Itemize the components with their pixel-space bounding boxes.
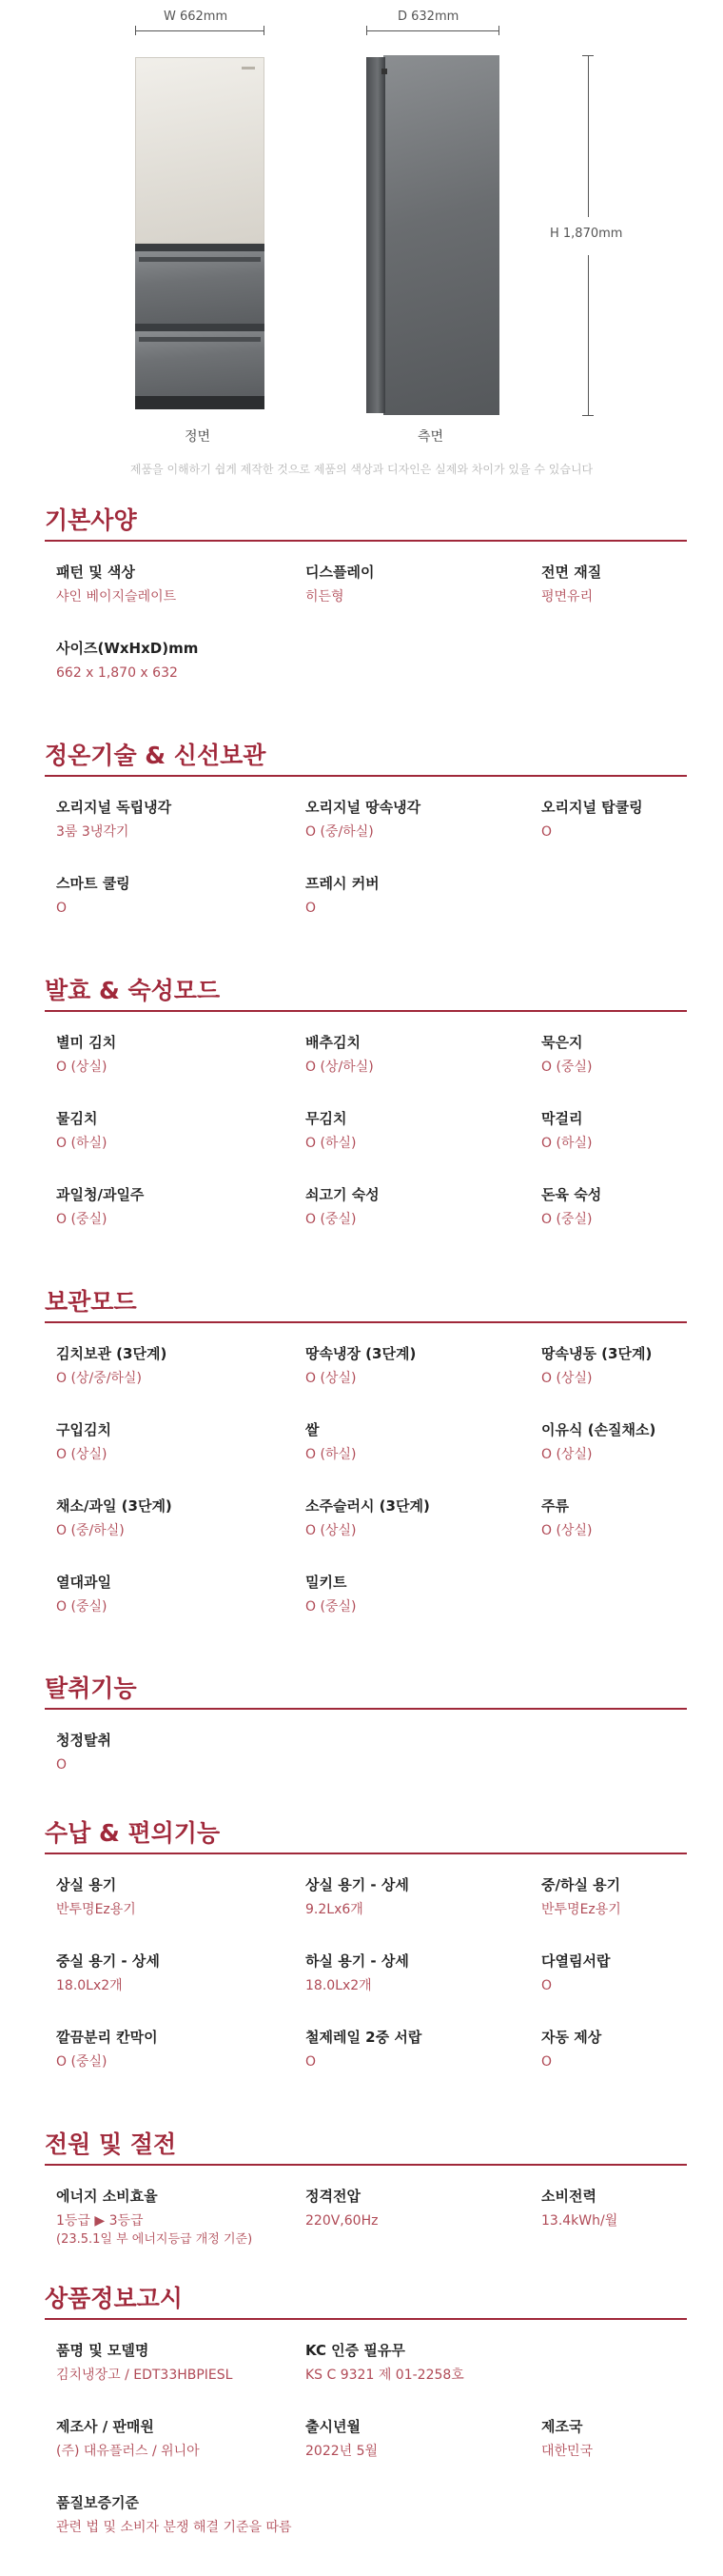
spec-item (305, 2187, 524, 2229)
spec-item (305, 1420, 524, 1463)
spec-item (541, 2187, 723, 2229)
spec-item (56, 2493, 456, 2536)
spec-label: 깔끔분리 칸막이 (56, 2029, 158, 2046)
spec-item (541, 798, 723, 841)
spec-label: 오리지널 독립냉각 (56, 799, 172, 816)
spec-item (305, 2028, 524, 2071)
spec-value: O (중실) (305, 1212, 357, 1227)
section-divider (45, 775, 687, 777)
spec-label: 주류 (541, 1497, 569, 1515)
depth-tick-right (498, 26, 499, 35)
spec-item (305, 1573, 524, 1615)
spec-item (541, 1952, 723, 1994)
spec-item (305, 1033, 524, 1076)
section-power-saving (45, 2126, 687, 2272)
spec-label: 별미 김치 (56, 1034, 117, 1051)
spec-value: O (하실) (305, 1136, 357, 1151)
spec-value: O (중/하실) (305, 824, 374, 840)
spec-label: 다열림서랍 (541, 1952, 611, 1970)
spec-label: KC 인증 필유무 (305, 2342, 405, 2359)
spec-value: 662 x 1,870 x 632 (56, 665, 178, 681)
spec-grid (45, 563, 687, 715)
spec-label: 패턴 및 색상 (56, 564, 135, 581)
spec-value: 히든형 (305, 589, 344, 604)
spec-item (541, 2417, 723, 2460)
spec-grid (45, 1033, 687, 1261)
spec-item (541, 563, 723, 605)
fridge-side-panel (383, 55, 499, 415)
spec-value: O (하실) (56, 1136, 107, 1151)
spec-item (56, 1875, 275, 1918)
spec-item (56, 2417, 303, 2460)
brand-logo-mark (242, 67, 255, 69)
spec-value: 9.2Lx6개 (305, 1902, 363, 1917)
height-tick-bottom (582, 415, 594, 416)
depth-dimension-line (366, 30, 499, 31)
spec-label: 중/하실 용기 (541, 1876, 621, 1893)
spec-item (305, 2341, 534, 2384)
fridge-side-hinge (381, 69, 387, 74)
spec-value: KS C 9321 제 01-2258호 (305, 2368, 464, 2383)
spec-label: 자동 제상 (541, 2029, 602, 2046)
section-title: 보관모드 (45, 1288, 137, 1316)
spec-item (56, 1573, 275, 1615)
width-dimension-line (135, 30, 264, 31)
spec-item (56, 639, 275, 682)
spec-label: 채소/과일 (3단계) (56, 1497, 172, 1515)
spec-value: 관련 법 및 소비자 분쟁 해결 기준을 따름 (56, 2520, 292, 2535)
spec-value: O (상실) (56, 1447, 107, 1462)
spec-item (305, 2417, 524, 2460)
fridge-side-door-edge (366, 57, 385, 413)
spec-value: O (541, 2054, 553, 2070)
spec-value: O (541, 1978, 553, 1993)
spec-item (541, 1185, 723, 1228)
spec-item (541, 2028, 723, 2071)
spec-label: 과일청/과일주 (56, 1186, 145, 1203)
depth-tick-left (366, 26, 367, 35)
spec-item (541, 1033, 723, 1076)
spec-item (56, 1109, 275, 1152)
spec-label: 품명 및 모델명 (56, 2342, 149, 2359)
height-dimension-line-lower (588, 255, 589, 415)
spec-item (56, 1185, 275, 1228)
spec-value: 220V,60Hz (305, 2213, 379, 2229)
spec-item (541, 1109, 723, 1152)
section-title: 탈취기능 (45, 1674, 137, 1702)
spec-value: O (중실) (305, 1599, 357, 1615)
section-title: 수납 & 편의기능 (45, 1819, 221, 1847)
section-storage-mode (45, 1283, 687, 1649)
section-divider (45, 1853, 687, 1854)
spec-label: 품질보증기준 (56, 2494, 139, 2511)
spec-value: O (중실) (541, 1212, 593, 1227)
spec-value: O (상실) (541, 1523, 593, 1538)
spec-value: O (상실) (541, 1371, 593, 1386)
spec-item (56, 1731, 275, 1773)
spec-label: 상실 용기 - 상세 (305, 1876, 409, 1893)
spec-label: 상실 용기 (56, 1876, 117, 1893)
spec-value: O (541, 824, 553, 840)
height-dimension-line-upper (588, 55, 589, 217)
spec-item (305, 1185, 524, 1228)
spec-value: O (상실) (305, 1523, 357, 1538)
section-divider (45, 1321, 687, 1323)
depth-dimension-label: D 632mm (398, 10, 459, 24)
spec-label: 철제레일 2중 서랍 (305, 2029, 422, 2046)
spec-value: 3룸 3냉각기 (56, 824, 129, 840)
spec-grid (45, 2341, 687, 2569)
section-product-info-notice (45, 2280, 687, 2569)
spec-item (56, 1420, 275, 1463)
section-temperature-freshness (45, 737, 687, 950)
fridge-top-door (135, 57, 264, 244)
fridge-bottom-drawer (135, 331, 264, 396)
fridge-middle-drawer (135, 251, 264, 324)
drawer-handle (139, 337, 261, 342)
spec-value: O (상실) (305, 1371, 357, 1386)
spec-label: 스마트 쿨링 (56, 875, 130, 892)
spec-value: O (중실) (56, 1212, 107, 1227)
spec-label: 청정탈취 (56, 1732, 111, 1749)
spec-label: 사이즈(WxHxD)mm (56, 640, 199, 657)
spec-grid (45, 1875, 687, 2104)
spec-value: O (305, 901, 317, 916)
spec-item (56, 2028, 275, 2071)
spec-item (56, 874, 275, 917)
spec-value: 반투명Ez용기 (541, 1902, 621, 1917)
section-deodorization (45, 1670, 687, 1807)
section-divider (45, 540, 687, 542)
front-view-label: 정면 (185, 429, 211, 445)
height-dimension-label: H 1,870mm (550, 227, 623, 241)
spec-item (56, 1952, 275, 1994)
spec-item (56, 1496, 275, 1539)
spec-label: 오리지널 탑쿨링 (541, 799, 643, 816)
side-view-label: 측면 (418, 429, 444, 445)
section-storage-convenience (45, 1814, 687, 2104)
spec-item (305, 874, 524, 917)
spec-value: O (중실) (56, 2054, 107, 2070)
spec-label: 소비전력 (541, 2188, 596, 2205)
spec-label: 밀키트 (305, 1574, 347, 1591)
spec-value: O (상/하실) (305, 1060, 374, 1075)
section-title: 전원 및 절전 (45, 2130, 177, 2158)
section-title: 발효 & 숙성모드 (45, 977, 221, 1004)
spec-item (541, 1496, 723, 1539)
section-divider (45, 1010, 687, 1012)
spec-item (305, 798, 524, 841)
spec-label: 출시년월 (305, 2418, 361, 2435)
spec-item (56, 2187, 303, 2249)
section-fermentation-mode (45, 972, 687, 1261)
spec-item (56, 563, 275, 605)
spec-grid (45, 798, 687, 950)
spec-item (305, 1952, 524, 1994)
spec-item (305, 563, 524, 605)
spec-value: 김치냉장고 / EDT33HBPIESL (56, 2368, 233, 2383)
spec-label: 쌀 (305, 1421, 320, 1438)
spec-item (305, 1344, 524, 1387)
spec-label: 오리지널 땅속냉각 (305, 799, 421, 816)
spec-label: 막걸리 (541, 1110, 583, 1127)
spec-label: 쇠고기 숙성 (305, 1186, 380, 1203)
width-dimension-label: W 662mm (164, 10, 228, 24)
spec-value: 13.4kWh/월 (541, 2213, 618, 2229)
fridge-front-image (135, 57, 264, 409)
spec-item (305, 1496, 524, 1539)
section-title: 상품정보고시 (45, 2285, 183, 2312)
width-tick-left (135, 26, 136, 35)
spec-item (56, 798, 275, 841)
section-basic-spec (45, 502, 687, 715)
spec-label: 무김치 (305, 1110, 347, 1127)
spec-value-note: (23.5.1일 부 에너지등급 개정 기준) (56, 2232, 253, 2247)
spec-label: 하실 용기 - 상세 (305, 1952, 409, 1970)
spec-item (56, 2341, 303, 2384)
spec-item (305, 1875, 524, 1918)
spec-item (541, 1875, 723, 1918)
spec-value: O (56, 1757, 68, 1773)
section-title: 정온기술 & 신선보관 (45, 742, 266, 769)
spec-label: 중실 용기 - 상세 (56, 1952, 160, 1970)
spec-value: 반투명Ez용기 (56, 1902, 136, 1917)
drawer-handle (139, 257, 261, 262)
spec-label: 김치보관 (3단계) (56, 1345, 167, 1362)
spec-label: 열대과일 (56, 1574, 111, 1591)
spec-item (541, 1344, 723, 1387)
fridge-divider (135, 244, 264, 251)
spec-item (305, 1109, 524, 1152)
spec-item (56, 1344, 275, 1387)
spec-grid (45, 2187, 687, 2272)
spec-value: O (상/중/하실) (56, 1371, 142, 1386)
spec-grid (45, 1731, 687, 1807)
spec-value: 2022년 5월 (305, 2444, 379, 2459)
fridge-base (135, 396, 264, 409)
spec-value: O (중실) (56, 1599, 107, 1615)
spec-label: 땅속냉장 (3단계) (305, 1345, 417, 1362)
spec-value: O (중/하실) (56, 1523, 125, 1538)
spec-value: 평면유리 (541, 589, 594, 604)
spec-value: O (305, 2054, 317, 2070)
spec-label: 구입김치 (56, 1421, 111, 1438)
section-divider (45, 2164, 687, 2166)
spec-label: 정격전압 (305, 2188, 361, 2205)
spec-label: 프레시 커버 (305, 875, 380, 892)
spec-label: 돈육 숙성 (541, 1186, 602, 1203)
spec-label: 물김치 (56, 1110, 98, 1127)
spec-label: 에너지 소비효율 (56, 2188, 158, 2205)
section-divider (45, 1708, 687, 1710)
spec-item (56, 1033, 275, 1076)
spec-grid (45, 1344, 687, 1649)
spec-value: 샤인 베이지슬레이트 (56, 589, 177, 604)
spec-value: (주) 대유플러스 / 위니아 (56, 2444, 200, 2459)
spec-label: 제조국 (541, 2418, 583, 2435)
spec-value: O (상실) (56, 1060, 107, 1075)
image-disclaimer: 제품을 이해하기 쉽게 제작한 것으로 제품의 색상과 디자인은 실제와 차이가 있을 수 있습니다 (129, 463, 594, 476)
spec-value: 18.0Lx2개 (56, 1978, 123, 1993)
spec-value: O (56, 901, 68, 916)
spec-item (541, 1420, 723, 1463)
fridge-side-image (366, 55, 499, 415)
spec-label: 묵은지 (541, 1034, 583, 1051)
spec-value: O (하실) (541, 1136, 593, 1151)
spec-label: 제조사 / 판매원 (56, 2418, 154, 2435)
product-hero (0, 0, 723, 481)
spec-label: 소주슬러시 (3단계) (305, 1497, 430, 1515)
spec-value: O (상실) (541, 1447, 593, 1462)
spec-label: 배추김치 (305, 1034, 361, 1051)
spec-value: 대한민국 (541, 2444, 594, 2459)
section-title: 기본사양 (45, 506, 137, 534)
spec-value: O (하실) (305, 1447, 357, 1462)
spec-label: 땅속냉동 (3단계) (541, 1345, 653, 1362)
spec-value: O (중실) (541, 1060, 593, 1075)
spec-label: 이유식 (손질채소) (541, 1421, 656, 1438)
spec-value: 1등급 ▶ 3등급 (56, 2213, 144, 2229)
fridge-divider (135, 324, 264, 331)
section-divider (45, 2318, 687, 2320)
spec-label: 전면 재질 (541, 564, 602, 581)
spec-value: 18.0Lx2개 (305, 1978, 372, 1993)
spec-label: 디스플레이 (305, 564, 375, 581)
